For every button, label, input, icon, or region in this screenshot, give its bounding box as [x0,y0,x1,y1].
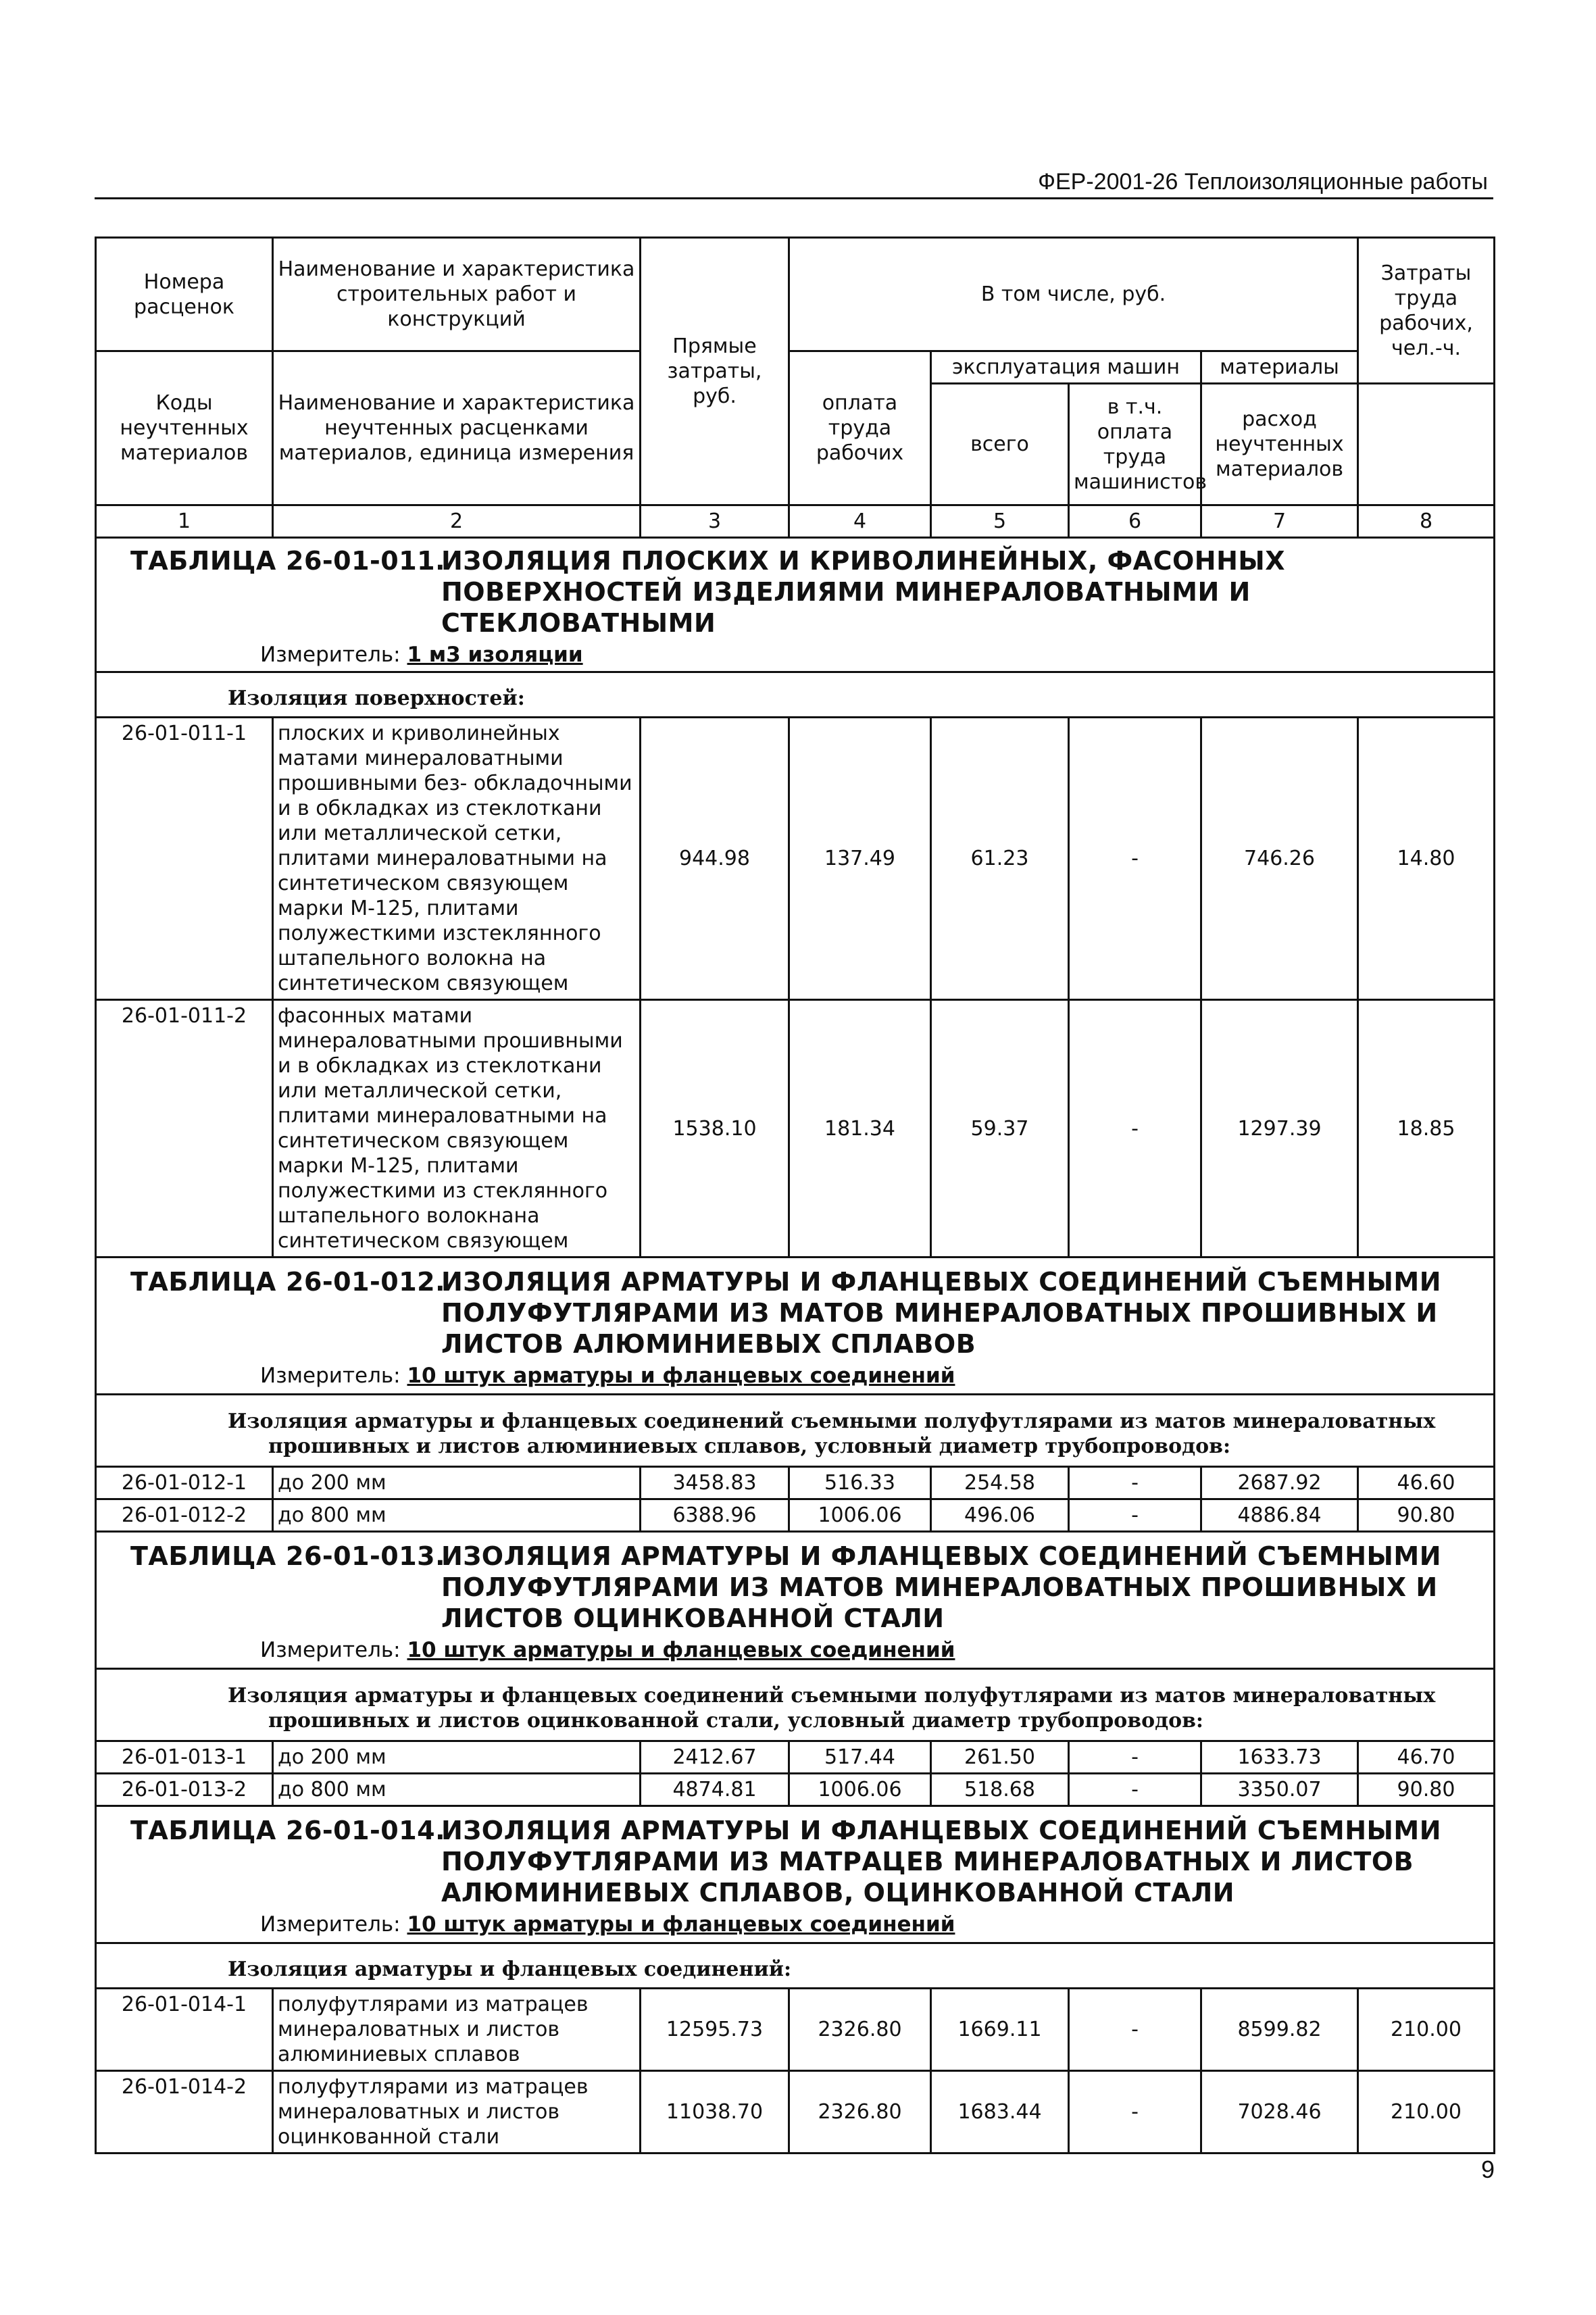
table-014-title-block [96,1806,1495,1943]
rate-description: полуфутлярами из матрацев минераловатных и листов алюминиевых сплавов [273,1989,641,2071]
direct-costs: 2412.67 [641,1741,789,1774]
labor-hours: 46.70 [1358,1741,1495,1774]
machinist-pay: - [1069,2071,1201,2154]
table-013-meter [106,1637,1484,1664]
direct-costs: 3458.83 [641,1467,789,1499]
section-heading-cont: прошивных и листов оцинкованной стали, условный диаметр трубопроводов: [268,1709,1203,1733]
meter-label: Измеритель: [260,1912,401,1937]
materials-cost: 7028.46 [1201,2071,1358,2154]
column-number: 5 [931,505,1069,538]
table-number: 26-01-014. [286,1816,446,1845]
rate-code: 26-01-012-1 [96,1467,273,1499]
labor-hours: 46.60 [1358,1467,1495,1499]
machinist-pay: - [1069,1741,1201,1774]
header-unaccounted-materials: расход неучтенных материалов [1201,384,1358,505]
meter-value: 10 штук арматуры и фланцевых соединений [407,1912,955,1937]
table-number: 26-01-011. [286,546,446,576]
machinist-pay: - [1069,1000,1201,1258]
section-heading: Изоляция арматуры и фланцевых соединений съемными полуфутлярами из матов минераловатных [228,1684,1436,1708]
section-heading: Изоляция поверхностей: [228,686,525,710]
table-012-title-block [96,1258,1495,1395]
page-number: 9 [1480,2156,1495,2183]
rate-description: до 800 мм [273,1774,641,1806]
machines-total: 61.23 [931,718,1069,1000]
header-machines: эксплуатация машин [931,351,1201,384]
direct-costs: 1538.10 [641,1000,789,1258]
labor-pay: 137.49 [789,718,931,1000]
machinist-pay: - [1069,1989,1201,2071]
labor-hours: 14.80 [1358,718,1495,1000]
header-machines-total: всего [931,384,1069,505]
table-prefix: ТАБЛИЦА [130,546,276,576]
table-014-meter [106,1911,1484,1938]
rate-code: 26-01-013-2 [96,1774,273,1806]
table-013-section [96,1669,1495,1741]
rate-code: 26-01-012-2 [96,1499,273,1532]
machines-total: 261.50 [931,1741,1069,1774]
rate-description: до 800 мм [273,1499,641,1532]
labor-pay: 2326.80 [789,1989,931,2071]
direct-costs: 4874.81 [641,1774,789,1806]
header-labor-hours: Затраты труда рабочих, чел.-ч. [1358,238,1495,384]
rate-code: 26-01-011-1 [96,718,273,1000]
column-number: 2 [273,505,641,538]
meter-value: 10 штук арматуры и фланцевых соединений [407,1638,955,1662]
header-labor-pay: оплата труда рабочих [789,351,931,505]
materials-cost: 1633.73 [1201,1741,1358,1774]
materials-cost: 1297.39 [1201,1000,1358,1258]
machines-total: 254.58 [931,1467,1069,1499]
labor-pay: 2326.80 [789,2071,931,2154]
rate-description: полуфутлярами из матрацев минераловатных и листов оцинкованной стали [273,2071,641,2154]
table-prefix: ТАБЛИЦА [130,1541,276,1571]
direct-costs: 944.98 [641,718,789,1000]
labor-hours: 210.00 [1358,2071,1495,2154]
column-number: 6 [1069,505,1201,538]
header-codes-bottom: Коды неучтенных материалов [96,351,273,505]
labor-hours: 90.80 [1358,1499,1495,1532]
machines-total: 1669.11 [931,1989,1069,2071]
rate-code: 26-01-011-2 [96,1000,273,1258]
section-heading: Изоляция арматуры и фланцевых соединений: [228,1957,792,1981]
header-empty [1358,384,1495,505]
direct-costs: 6388.96 [641,1499,789,1532]
rates-table [95,237,1495,2154]
materials-cost: 2687.92 [1201,1467,1358,1499]
table-name: ИЗОЛЯЦИЯ ПЛОСКИХ И КРИВОЛИНЕЙНЫХ, ФАСОННЫХ ПОВЕРХНОСТЕЙ ИЗДЕЛИЯМИ МИНЕРАЛОВАТНЫМИ И СТЕКЛОВАТНЫМИ [441,546,1286,638]
column-number: 3 [641,505,789,538]
running-title: ФЕР-2001-26 Теплоизоляционные работы [1038,169,1488,195]
rate-description: до 200 мм [273,1741,641,1774]
table-prefix: ТАБЛИЦА [130,1816,276,1845]
section-heading-cont: прошивных и листов алюминиевых сплавов, условный диаметр трубопроводов: [268,1435,1231,1458]
direct-costs: 11038.70 [641,2071,789,2154]
table-011-title [106,545,1484,639]
machines-total: 496.06 [931,1499,1069,1532]
materials-cost: 8599.82 [1201,1989,1358,2071]
machines-total: 518.68 [931,1774,1069,1806]
table-name: ИЗОЛЯЦИЯ АРМАТУРЫ И ФЛАНЦЕВЫХ СОЕДИНЕНИЙ СЪЕМНЫМИ ПОЛУФУТЛЯРАМИ ИЗ МАТОВ МИНЕРАЛОВАТНЫХ ПРОШИВНЫХ И ЛИСТОВ ОЦИНКОВАННОЙ СТАЛИ [441,1541,1442,1633]
rate-description: до 200 мм [273,1467,641,1499]
table-name: ИЗОЛЯЦИЯ АРМАТУРЫ И ФЛАНЦЕВЫХ СОЕДИНЕНИЙ СЪЕМНЫМИ ПОЛУФУТЛЯРАМИ ИЗ МАТОВ МИНЕРАЛОВАТНЫХ ПРОШИВНЫХ И ЛИСТОВ АЛЮМИНИЕВЫХ СПЛАВОВ [441,1267,1442,1359]
rate-code: 26-01-013-1 [96,1741,273,1774]
table-013-title-block [96,1532,1495,1669]
machinist-pay: - [1069,718,1201,1000]
column-number: 4 [789,505,931,538]
header-name-bottom: Наименование и характеристика неучтенных расценками материалов, единица измерения [273,351,641,505]
meter-label: Измеритель: [260,1638,401,1662]
table-012-meter [106,1362,1484,1389]
table-number: 26-01-013. [286,1541,446,1571]
labor-pay: 1006.06 [789,1499,931,1532]
table-011-section [96,672,1495,718]
header-codes-top: Номера расценок [96,238,273,351]
rate-code: 26-01-014-1 [96,1989,273,2071]
materials-cost: 3350.07 [1201,1774,1358,1806]
machinist-pay: - [1069,1499,1201,1532]
rate-description: плоских и криволинейных матами минераловатными прошивными без- обкладочными и в обкладках из стеклоткани или металлической сетки, плитами минераловатными на синтетическом связующем марки М-125, плитами полужесткими изстеклянного штапельного волокна на синтетическом связующем [273,718,641,1000]
machinist-pay: - [1069,1467,1201,1499]
labor-pay: 517.44 [789,1741,931,1774]
header-machinist-pay: в т.ч. оплата труда машинистов [1069,384,1201,505]
section-heading: Изоляция арматуры и фланцевых соединений съемными полуфутлярами из матов минераловатных [228,1410,1436,1433]
labor-pay: 516.33 [789,1467,931,1499]
labor-pay: 181.34 [789,1000,931,1258]
table-prefix: ТАБЛИЦА [130,1267,276,1297]
labor-pay: 1006.06 [789,1774,931,1806]
table-014-title [106,1815,1484,1908]
meter-label: Измеритель: [260,643,401,667]
table-012-section [96,1395,1495,1467]
labor-hours: 90.80 [1358,1774,1495,1806]
table-011-meter [106,641,1484,668]
rates-sheet [95,237,1493,2154]
labor-hours: 18.85 [1358,1000,1495,1258]
materials-cost: 4886.84 [1201,1499,1358,1532]
direct-costs: 12595.73 [641,1989,789,2071]
column-number: 7 [1201,505,1358,538]
materials-cost: 746.26 [1201,718,1358,1000]
meter-value: 10 штук арматуры и фланцевых соединений [407,1364,955,1388]
header-direct-costs: Прямые затраты, руб. [641,238,789,505]
table-011-title-block [96,538,1495,672]
meter-value: 1 м3 изоляции [407,643,583,667]
column-number: 1 [96,505,273,538]
machines-total: 59.37 [931,1000,1069,1258]
table-012-title [106,1266,1484,1360]
machinist-pay: - [1069,1774,1201,1806]
column-number: 8 [1358,505,1495,538]
header-materials: материалы [1201,351,1358,384]
table-name: ИЗОЛЯЦИЯ АРМАТУРЫ И ФЛАНЦЕВЫХ СОЕДИНЕНИЙ СЪЕМНЫМИ ПОЛУФУТЛЯРАМИ ИЗ МАТРАЦЕВ МИНЕРАЛОВАТНЫХ И ЛИСТОВ АЛЮМИНИЕВЫХ СПЛАВОВ, ОЦИНКОВАННОЙ СТАЛИ [441,1816,1442,1908]
rate-code: 26-01-014-2 [96,2071,273,2154]
rate-description: фасонных матами минераловатными прошивными и в обкладках из стеклоткани или металлической сетки, плитами минераловатными на синтетическом связующем марки М-125, плитами полужесткими из стеклянного штапельного волокнана синтетическом связующем [273,1000,641,1258]
table-number: 26-01-012. [286,1267,446,1297]
table-014-section [96,1943,1495,1989]
table-013-title [106,1541,1484,1634]
header-name-top: Наименование и характеристика строительных работ и конструкций [273,238,641,351]
labor-hours: 210.00 [1358,1989,1495,2071]
meter-label: Измеритель: [260,1364,401,1388]
header-rule [95,197,1493,199]
machines-total: 1683.44 [931,2071,1069,2154]
header-including: В том числе, руб. [789,238,1358,351]
